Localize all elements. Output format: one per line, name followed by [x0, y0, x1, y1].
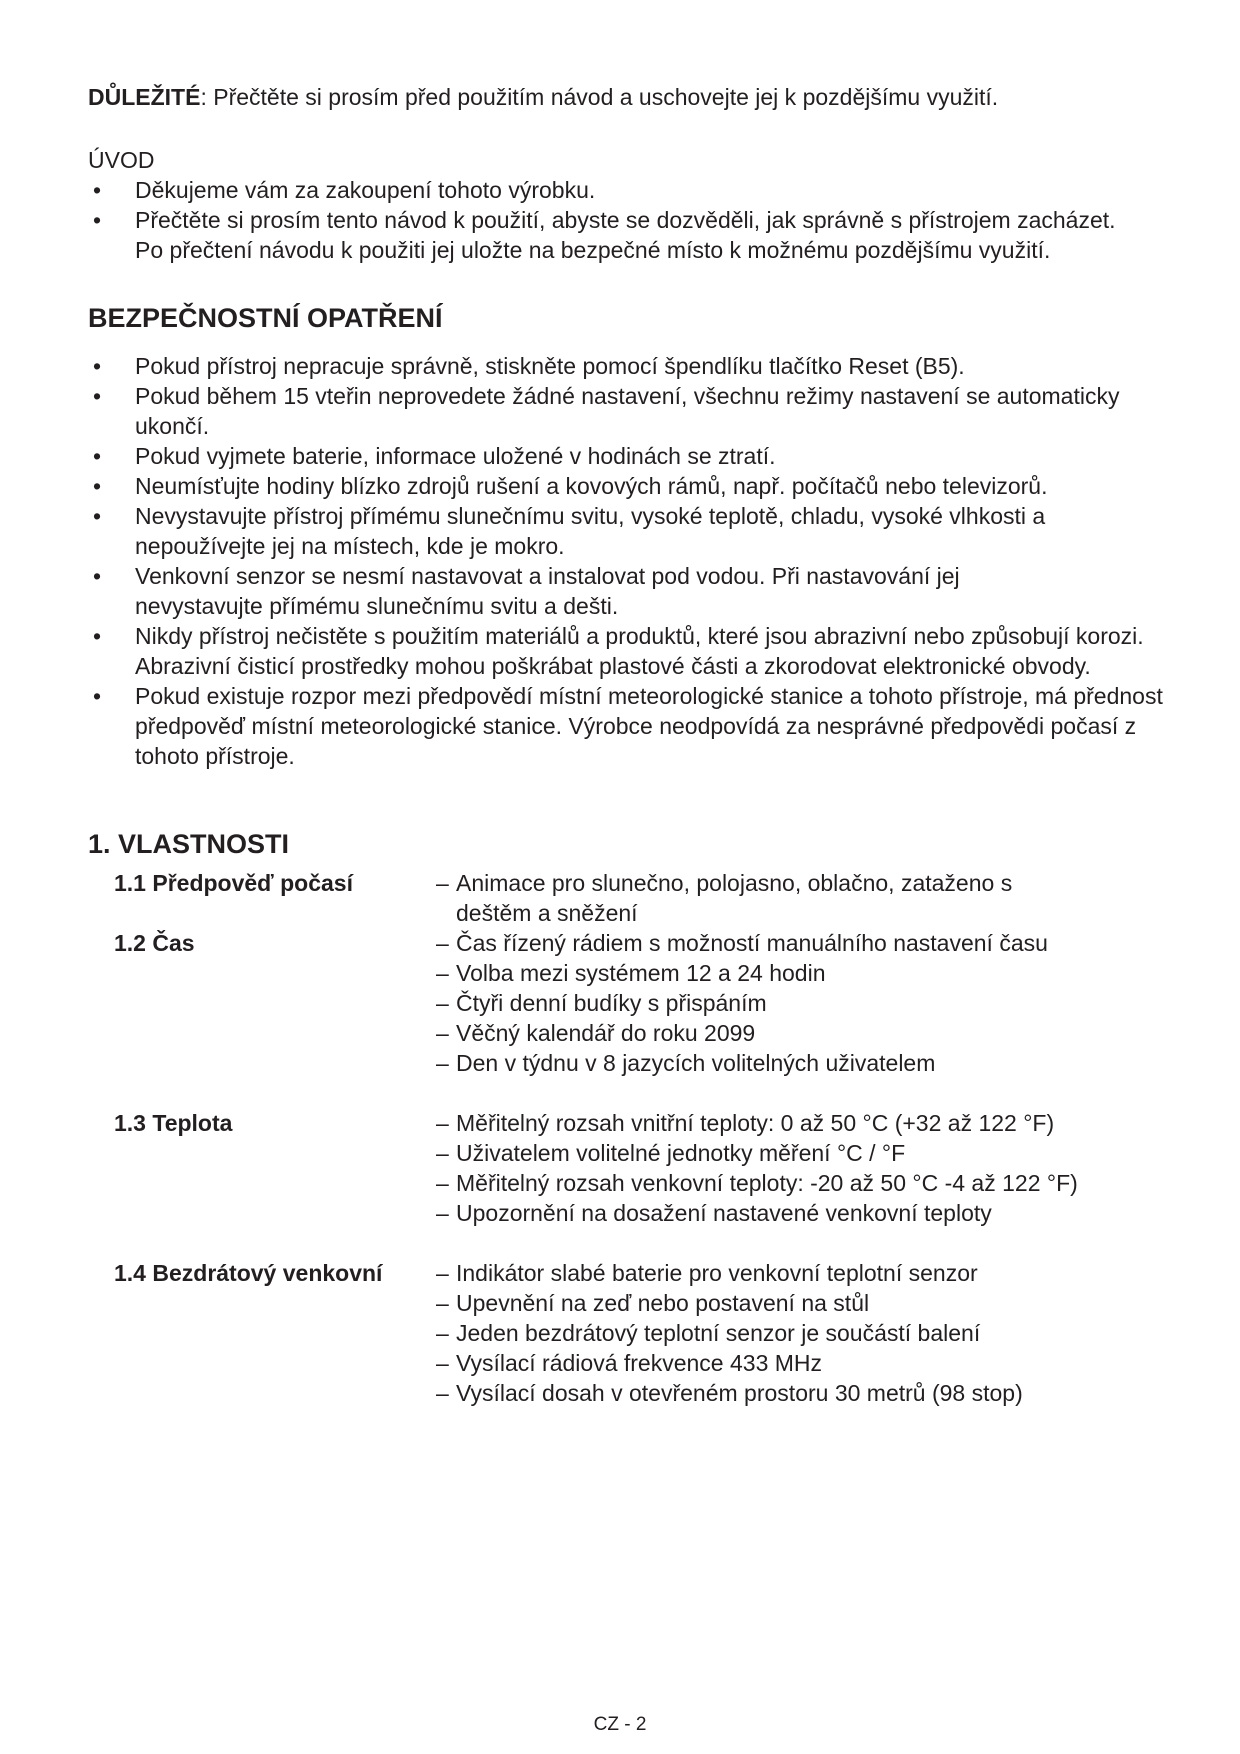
list-item-text: Venkovní senzor se nesmí nastavovat a instalovat pod vodou. Při nastavování jej nevystavujte přímému slunečnímu svitu a dešti.	[135, 563, 960, 619]
bullet-icon: •	[93, 683, 102, 709]
manual-page	[88, 82, 1168, 1408]
feature-item-text: Animace pro slunečno, polojasno, oblačno, zataženo s deštěm a sněžení	[456, 870, 1013, 926]
dash-icon: –	[436, 1140, 449, 1166]
feature-item	[436, 1198, 1168, 1228]
feature-item	[436, 1378, 1168, 1408]
feature-item-text: Čas řízený rádiem s možností manuálního nastavení času	[456, 930, 1048, 956]
feature-item-text: Věčný kalendář do roku 2099	[456, 1020, 756, 1046]
bullet-icon: •	[93, 623, 102, 649]
feature-items	[436, 1108, 1168, 1228]
feature-group-wireless	[88, 1258, 1168, 1408]
list-item-text: Nikdy přístroj nečistěte s použitím materiálů a produktů, které jsou abrazivní nebo způsobují korozi. Abrazivní čisticí prostředky mohou poškrábat plastové části a zkorodovat elektronické obvody.	[135, 623, 1144, 679]
page-number: CZ - 2	[593, 1714, 647, 1735]
feature-group-time	[88, 928, 1168, 1078]
feature-item-text: Vysílací dosah v otevřeném prostoru 30 metrů (98 stop)	[456, 1380, 1023, 1406]
feature-label: 1.4 Bezdrátový venkovní	[114, 1260, 383, 1286]
feature-label: 1.2 Čas	[114, 930, 195, 956]
bullet-icon: •	[93, 443, 102, 469]
dash-icon: –	[436, 1380, 449, 1406]
feature-item-text: Upevnění na zeď nebo postavení na stůl	[456, 1290, 870, 1316]
feature-item-text: Volba mezi systémem 12 a 24 hodin	[456, 960, 826, 986]
feature-item	[436, 988, 1168, 1018]
bullet-icon: •	[93, 503, 102, 529]
bullet-icon: •	[93, 383, 102, 409]
list-item-text: Přečtěte si prosím tento návod k použití, abyste se dozvěděli, jak správně s přístrojem zacházet. Po přečtení návodu k použiti jej uložte na bezpečné místo k možnému pozdějšímu využití.	[135, 207, 1116, 263]
dash-icon: –	[436, 1290, 449, 1316]
feature-item-text: Upozornění na dosažení nastavené venkovní teploty	[456, 1200, 992, 1226]
list-item	[88, 381, 1120, 441]
feature-item	[436, 1048, 1168, 1078]
list-item-text: Děkujeme vám za zakoupení tohoto výrobku.	[135, 177, 596, 203]
feature-label: 1.1 Předpověď počasí	[114, 870, 353, 896]
list-item	[88, 175, 1168, 205]
feature-item	[436, 1168, 1168, 1198]
feature-item-text: Vysílací rádiová frekvence 433 MHz	[456, 1350, 823, 1376]
list-item	[88, 681, 1168, 771]
feature-group-forecast	[88, 868, 1168, 928]
dash-icon: –	[436, 1350, 449, 1376]
dash-icon: –	[436, 1050, 449, 1076]
bullet-icon: •	[93, 353, 102, 379]
feature-item	[436, 1258, 1168, 1288]
feature-label: 1.3 Teplota	[114, 1110, 233, 1136]
list-item-text: Neumísťujte hodiny blízko zdrojů rušení a kovových rámů, např. počítačů nebo televizorů.	[135, 473, 1048, 499]
dash-icon: –	[436, 870, 449, 896]
feature-item	[436, 1318, 1168, 1348]
feature-item	[436, 1138, 1168, 1168]
feature-item	[436, 1018, 1168, 1048]
feature-item	[436, 1348, 1168, 1378]
list-item	[88, 351, 1168, 381]
feature-group-temperature	[88, 1108, 1168, 1228]
feature-items	[436, 868, 1168, 928]
feature-item-text: Jeden bezdrátový teplotní senzor je součástí balení	[456, 1320, 981, 1346]
feature-item-text: Uživatelem volitelné jednotky měření °C / °F	[456, 1140, 906, 1166]
list-item-text: Pokud existuje rozpor mezi předpovědí místní meteorologické stanice a tohoto přístroje, má přednost předpověď místní meteorologické stanice. Výrobce neodpovídá za nesprávné předpovědi počasí z tohoto přístroje.	[135, 683, 1163, 769]
dash-icon: –	[436, 930, 449, 956]
feature-item	[436, 958, 1168, 988]
list-item	[88, 621, 1168, 681]
feature-item	[436, 1108, 1168, 1138]
dash-icon: –	[436, 1020, 449, 1046]
feature-item	[436, 928, 1168, 958]
important-label: DŮLEŽITÉ	[88, 84, 201, 110]
safety-list	[88, 351, 1168, 771]
list-item-text: Pokud přístroj nepracuje správně, stiskněte pomocí špendlíku tlačítko Reset (B5).	[135, 353, 965, 379]
features-heading: 1. VLASTNOSTI	[88, 829, 290, 859]
dash-icon: –	[436, 1320, 449, 1346]
intro-list	[88, 175, 1168, 265]
safety-heading: BEZPEČNOSTNÍ OPATŘENÍ	[88, 303, 443, 333]
dash-icon: –	[436, 960, 449, 986]
important-text: : Přečtěte si prosím před použitím návod a uschovejte jej k pozdějšímu využití.	[200, 84, 999, 110]
list-item	[88, 205, 1131, 265]
bullet-icon: •	[93, 177, 102, 203]
dash-icon: –	[436, 1170, 449, 1196]
intro-heading: ÚVOD	[88, 147, 155, 173]
list-item	[88, 561, 960, 621]
feature-item-text: Měřitelný rozsah vnitřní teploty: 0 až 50 °C (+32 až 122 °F)	[456, 1110, 1055, 1136]
dash-icon: –	[436, 990, 449, 1016]
feature-item	[436, 1288, 1168, 1318]
dash-icon: –	[436, 1200, 449, 1226]
dash-icon: –	[436, 1110, 449, 1136]
feature-items	[436, 928, 1168, 1078]
feature-item-text: Měřitelný rozsah venkovní teploty: -20 až 50 °C -4 až 122 °F)	[456, 1170, 1078, 1196]
important-notice	[88, 82, 1168, 112]
feature-item-text: Den v týdnu v 8 jazycích volitelných uživatelem	[456, 1050, 936, 1076]
bullet-icon: •	[93, 207, 102, 233]
feature-item-text: Čtyři denní budíky s přispáním	[456, 990, 767, 1016]
feature-item	[436, 868, 1066, 928]
bullet-icon: •	[93, 473, 102, 499]
feature-items	[436, 1258, 1168, 1408]
bullet-icon: •	[93, 563, 102, 589]
feature-item-text: Indikátor slabé baterie pro venkovní teplotní senzor	[456, 1260, 978, 1286]
list-item-text: Nevystavujte přístroj přímému slunečnímu svitu, vysoké teplotě, chladu, vysoké vlhkosti a nepoužívejte jej na místech, kde je mokro.	[135, 503, 1046, 559]
list-item-text: Pokud během 15 vteřin neprovedete žádné nastavení, všechnu režimy nastavení se automaticky ukončí.	[135, 383, 1120, 439]
list-item	[88, 501, 1175, 561]
list-item	[88, 441, 1168, 471]
dash-icon: –	[436, 1260, 449, 1286]
list-item	[88, 471, 1168, 501]
list-item-text: Pokud vyjmete baterie, informace uložené v hodinách se ztratí.	[135, 443, 776, 469]
